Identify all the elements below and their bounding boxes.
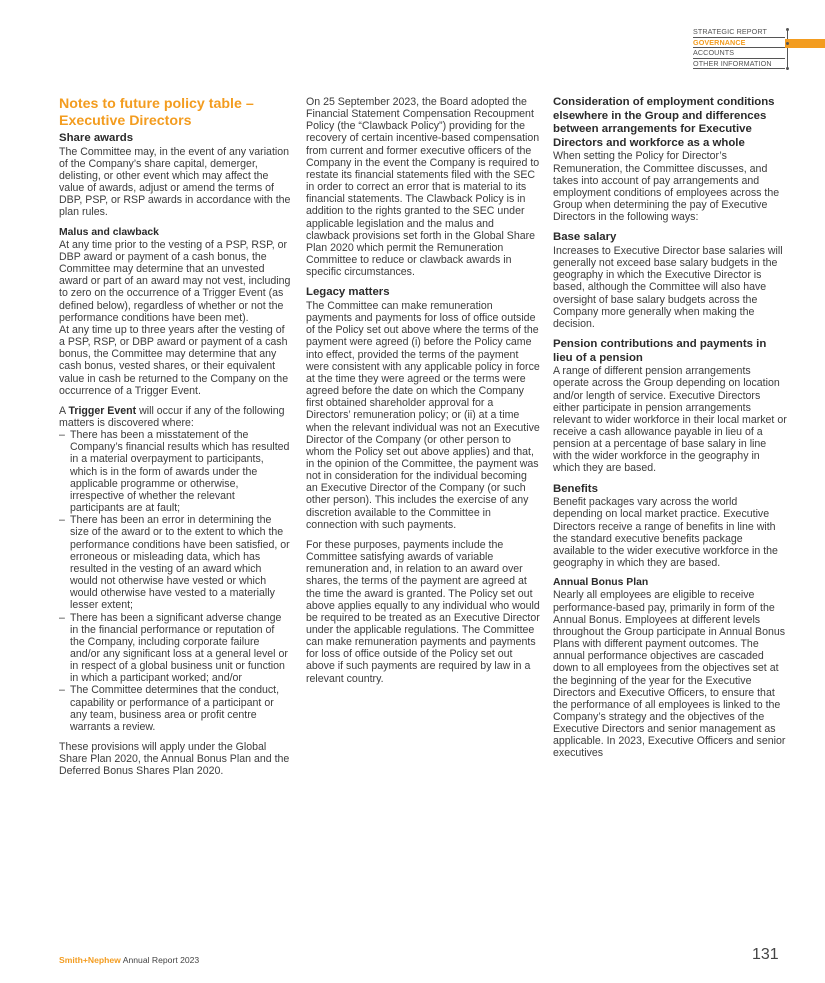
list-item: – There has been a misstatement of the Company’s financial results which has resulted in a material overpayment to participants, which is in the form of awards under the applicable programme or otherwise, irrespective of whether the relevant participants are at fault; [59,429,291,514]
base-salary-heading: Base salary [553,231,617,244]
list-item: – There has been a significant adverse change in the financial performance or reputation of the Company, including corporate failure and/or any significant loss at a general level or in respect of a global business unit or function in which a participant worked; and/or [59,612,291,685]
trigger-closing: These provisions will apply under the Global Share Plan 2020, the Annual Bonus Plan and the Deferred Bonus Shares Plan 2020. [59,741,290,778]
malus-heading: Malus and clawback [59,226,159,238]
legacy-body-1: The Committee can make remuneration payments and payments for loss of office outside of the Policy set out above where the terms of the payment were agreed (i) before the Policy came into effect, provided the terms of the payment were consistent with any applicable policy in force at the time they were agreed or the terms were agreed before the date on which the Company first obtained shareholder approval for a Directors’ remuneration policy; or (ii) at a time when the relevant individual was not an Executive Director of the Company (or other person to whom the Policy set out above applies) and that, in the opinion of the Committee, the payment was not in consideration for the individual becoming an Executive Director of the Company (or such other person). This includes the exercise of any discretion available to the Committee in connection with such payments. [306,299,540,531]
legacy-body-2: For these purposes, payments include the Committee satisfying awards of variable remuneration and, in relation to an award over shares, the terms of the payment are agreed at the time the award is granted. The Policy set out above applies equally to any individual who would be required to be treated as an Executive Director under the applicable regulations. The Committee can make remuneration payments and payments for loss of office outside of the Policy set out above if such payments are required by law in a relevant country. [306,538,540,685]
benefits-heading: Benefits [553,482,598,495]
nav-dot-icon [786,42,789,45]
share-awards-heading: Share awards [59,132,134,144]
column-left [59,96,291,778]
footer [59,955,199,965]
benefits-body: Benefit packages vary across the world depending on local market practice. Executive Directors receive a range of benefits in line with the standard executive benefits package available to the wider executive workforce in the geography in which they are based. [553,496,778,569]
page-number: 131 [752,946,779,963]
section-nav [693,27,785,69]
malus-body-1: At any time prior to the vesting of a PSP, RSP, or DBP award or payment of a cash bonus, the Committee may determine that an unvested award or part of an award may not vest, including to zero on the occurrence of a Trigger Event (as defined below), regardless of whether or not the performance conditions have been met). [59,238,291,324]
consideration-heading: Consideration of employment conditions elsewhere in the Group and differences between arrangements for Executive Directors and workforce as a whole [553,96,775,149]
list-item: – The Committee determines that the conduct, capability or performance of a participant or any team, business area or profit centre warrants a review. [59,684,291,733]
trigger-lead: A Trigger Event will occur if any of the following matters is discovered where: [59,404,285,430]
nav-other-information[interactable]: OTHER INFORMATION [693,59,785,70]
trigger-list [59,429,291,733]
base-salary-body: Increases to Executive Director base salaries will generally not exceed base salary budgets in the geography in which the Executive Director is based, although the Committee will also have oversight of base salary budgets across the Company more generally when making the decision. [553,244,783,330]
legacy-heading: Legacy matters [306,286,390,299]
list-item: – There has been an error in determining the size of the award or to the extent to which the performance conditions have been satisfied, or erroneous or misleading data, which has resulted in the vesting of an award which would not otherwise have vested or which would otherwise have vested to a materially lesser extent; [59,514,291,611]
nav-dot-icon [786,67,789,70]
annual-bonus-body: Nearly all employees are eligible to receive performance-based pay, primarily in form of the Annual Bonus. Employees at different levels throughout the Group participate in Annual Bonus Plans with different payment outcomes. The annual performance objectives are cascaded down to all employees from the objectives set at the beginning of the year for the Executive Directors and Executive Officers, to ensure that the performance of all employees is linked to the Company’s strategy and the objectives of the Executive Directors and senior management as applicable. In 2023, Executive Officers and senior executives [553,589,786,760]
share-awards-body: The Committee may, in the event of any variation of the Company’s share capital, demerger, delisting, or other event which may affect the value of awards, adjust or amend the terms of DBP, PSP, or RSP awards in accordance with the plan rules. [59,145,291,219]
nav-active-marker [785,39,825,48]
consideration-body: When setting the Policy for Director’s Remuneration, the Committee discusses, and takes into account of pay arrangements and employment conditions of employees across the Group when determining the pay of Executive Directors in the following ways: [553,150,780,224]
nav-accounts[interactable]: ACCOUNTS [693,48,785,59]
column-right [553,96,787,760]
annual-bonus-heading: Annual Bonus Plan [553,577,649,589]
page-title: Notes to future policy table – Executive Directors [59,96,254,129]
trigger-event-term: Trigger Event [68,404,137,417]
column-middle [306,96,540,685]
clawback-policy-para: On 25 September 2023, the Board adopted the Financial Statement Compensation Recoupment Policy (the “Clawback Policy”) providing for the recovery of certain incentive-based compensation from current and former executive officers of the Company in the event the Company is required to restate its financial statements filed with the SEC in order to correct an error that is material to its financial statements. The Clawback Policy is in addition to the rights granted to the SEC under applicable legislation and the malus and clawback provisions set forth in the Global Share Plan 2020 which permit the Remuneration Committee to reduce or clawback awards in specific circumstances. [306,96,540,279]
nav-strategic-report[interactable]: STRATEGIC REPORT [693,27,785,38]
report-name: Annual Report 2023 [122,955,200,965]
brand-logo: Smith+Nephew [59,955,121,965]
nav-dot-icon [786,28,789,31]
nav-governance[interactable]: GOVERNANCE [693,38,785,49]
nav-indicator-line [787,29,788,69]
pension-heading: Pension contributions and payments in lieu of a pension [553,338,767,364]
malus-body-2: At any time up to three years after the vesting of a PSP, RSP, or DBP award or payment of a cash bonus, the Committee may determine that any cash bonus, vested shares, or their equivalent value in cash be returned to the Company on the occurrence of a Trigger Event. [59,323,289,397]
pension-body: A range of different pension arrangements operate across the Group depending on location and/or length of service. Executive Directors either participate in pension arrangements relevant to wider workforce in their local market or receive a cash allowance payable in lieu of a pension at a percentage of base salary in line with the wider workforce in the geography in which they are based. [553,365,787,475]
